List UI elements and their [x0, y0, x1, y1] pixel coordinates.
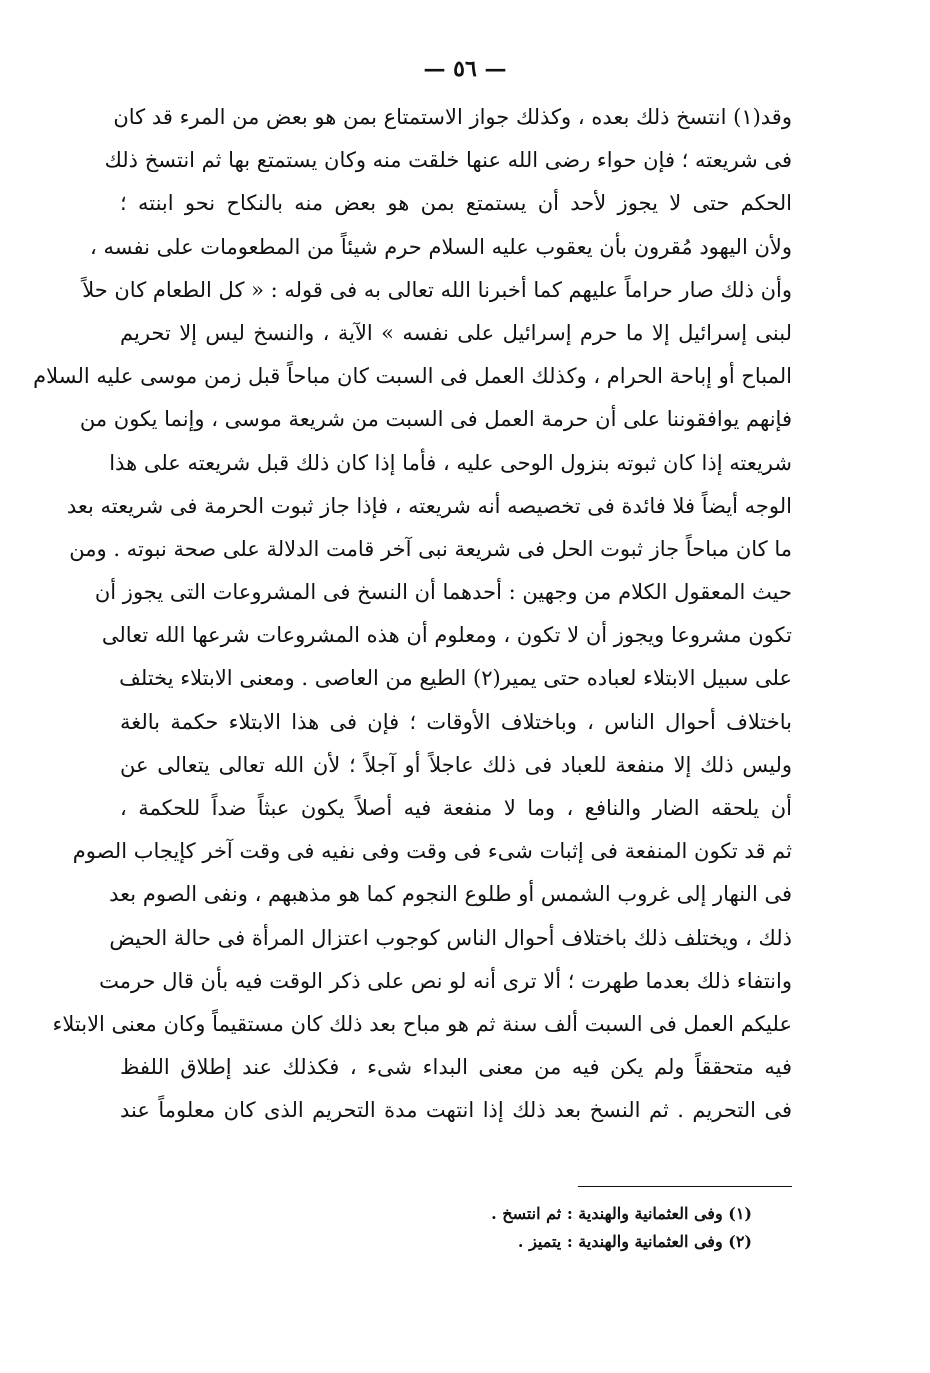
text-line: ذلك ، ويختلف ذلك باختلاف أحوال الناس كوجوب اعتزال المرأة فى حالة الحيض	[109, 925, 792, 950]
text-line: عليكم العمل فى السبت ألف سنة ثم هو مباح بعد ذلك كان مستقيماً وكان معنى الابتلاء	[52, 1011, 792, 1036]
text-line: فى النهار إلى غروب الشمس أو طلوع النجوم كما هو مذهبهم ، ونفى الصوم بعد	[109, 882, 792, 907]
text-line: وانتفاء ذلك بعدما طهرت ؛ ألا ترى أنه لو نص على ذكر الوقت فيه بأن قال حرمت	[99, 968, 792, 993]
body-text	[33, 96, 792, 1133]
text-line: وأن ذلك صار حراماً عليهم كما أخبرنا الله تعالى به فى قوله : « كل الطعام كان حلاً	[82, 277, 792, 302]
footnote-2: (٢) وفى العثمانية والهندية : يتميز .	[517, 1232, 752, 1251]
text-line: فإنهم يوافقوننا على أن حرمة العمل فى السبت من شريعة موسى ، وإنما يكون من	[79, 407, 792, 432]
text-line: لبنى إسرائيل إلا ما حرم إسرائيل على نفسه » الآية ، والنسخ ليس إلا تحريم	[120, 320, 792, 345]
text-line: ولأن اليهود مُقرون بأن يعقوب عليه السلام حرم شيئاً من المطعومات على نفسه ،	[90, 234, 792, 259]
text-line: وليس ذلك إلا منفعة للعباد فى ذلك عاجلاً أو آجلاً ؛ لأن الله تعالى يتعالى عن	[120, 752, 792, 777]
text-line: المباح أو إباحة الحرام ، وكذلك العمل فى السبت كان مباحاً قبل زمن موسى عليه السلام	[33, 364, 792, 389]
text-line: وقد(١) انتسخ ذلك بعده ، وكذلك جواز الاستمتاع بمن هو بعض من المرء قد كان	[113, 105, 792, 129]
text-line: باختلاف أحوال الناس ، وباختلاف الأوقات ؛ فإن فى هذا الابتلاء حكمة بالغة	[120, 709, 792, 734]
text-line: شريعته إذا كان ثبوته بنزول الوحى عليه ، فأما إذا كان ذلك قبل شريعته على هذا	[109, 450, 792, 475]
text-line: فيه متحققاً ولم يكن فيه من معنى البداء شىء ، فكذلك عند إطلاق اللفظ	[120, 1055, 792, 1080]
text-line: ما كان مباحاً جاز ثبوت الحل فى شريعة نبى آخر قامت الدلالة على صحة نبوته . ومن	[69, 536, 792, 561]
text-line: أن يلحقه الضار والنافع ، وما لا منفعة فيه أصلاً يكون عبثاً ضداً للحكمة ،	[120, 796, 792, 820]
text-line: الوجه أيضاً فلا فائدة فى تخصيصه أنه شريعته ، فإذا جاز ثبوت الحرمة فى شريعته بعد	[66, 493, 792, 518]
text-line: ثم قد تكون المنفعة فى إثبات شىء فى وقت وفى نفيه فى وقت آخر كإيجاب الصوم	[72, 839, 792, 864]
page-number: — ٥٦ —	[423, 56, 507, 82]
footnote-divider	[578, 1186, 792, 1187]
text-line: على سبيل الابتلاء لعباده حتى يمير(٢) الطيع من العاصى . ومعنى الابتلاء يختلف	[119, 666, 792, 691]
text-line: حيث المعقول الكلام من وجهين : أحدهما أن النسخ فى المشروعات التى يجوز أن	[94, 580, 792, 605]
footnotes	[300, 1200, 752, 1256]
text-line: تكون مشروعا ويجوز أن لا تكون ، ومعلوم أن هذه المشروعات شرعها الله تعالى	[101, 623, 792, 648]
text-line: فى شريعته ؛ فإن حواء رضى الله عنها خلقت منه وكان يستمتع بها ثم انتسخ ذلك	[104, 148, 792, 173]
footnote-1: (١) وفى العثمانية والهندية : ثم انتسخ .	[491, 1204, 752, 1223]
text-line: الحكم حتى لا يجوز لأحد أن يستمتع بمن هو بعض منه بالنكاح نحو ابنته ؛	[120, 191, 792, 216]
text-line: فى التحريم . ثم النسخ بعد ذلك إذا انتهت مدة التحريم الذى كان معلوماً عند	[120, 1098, 792, 1123]
